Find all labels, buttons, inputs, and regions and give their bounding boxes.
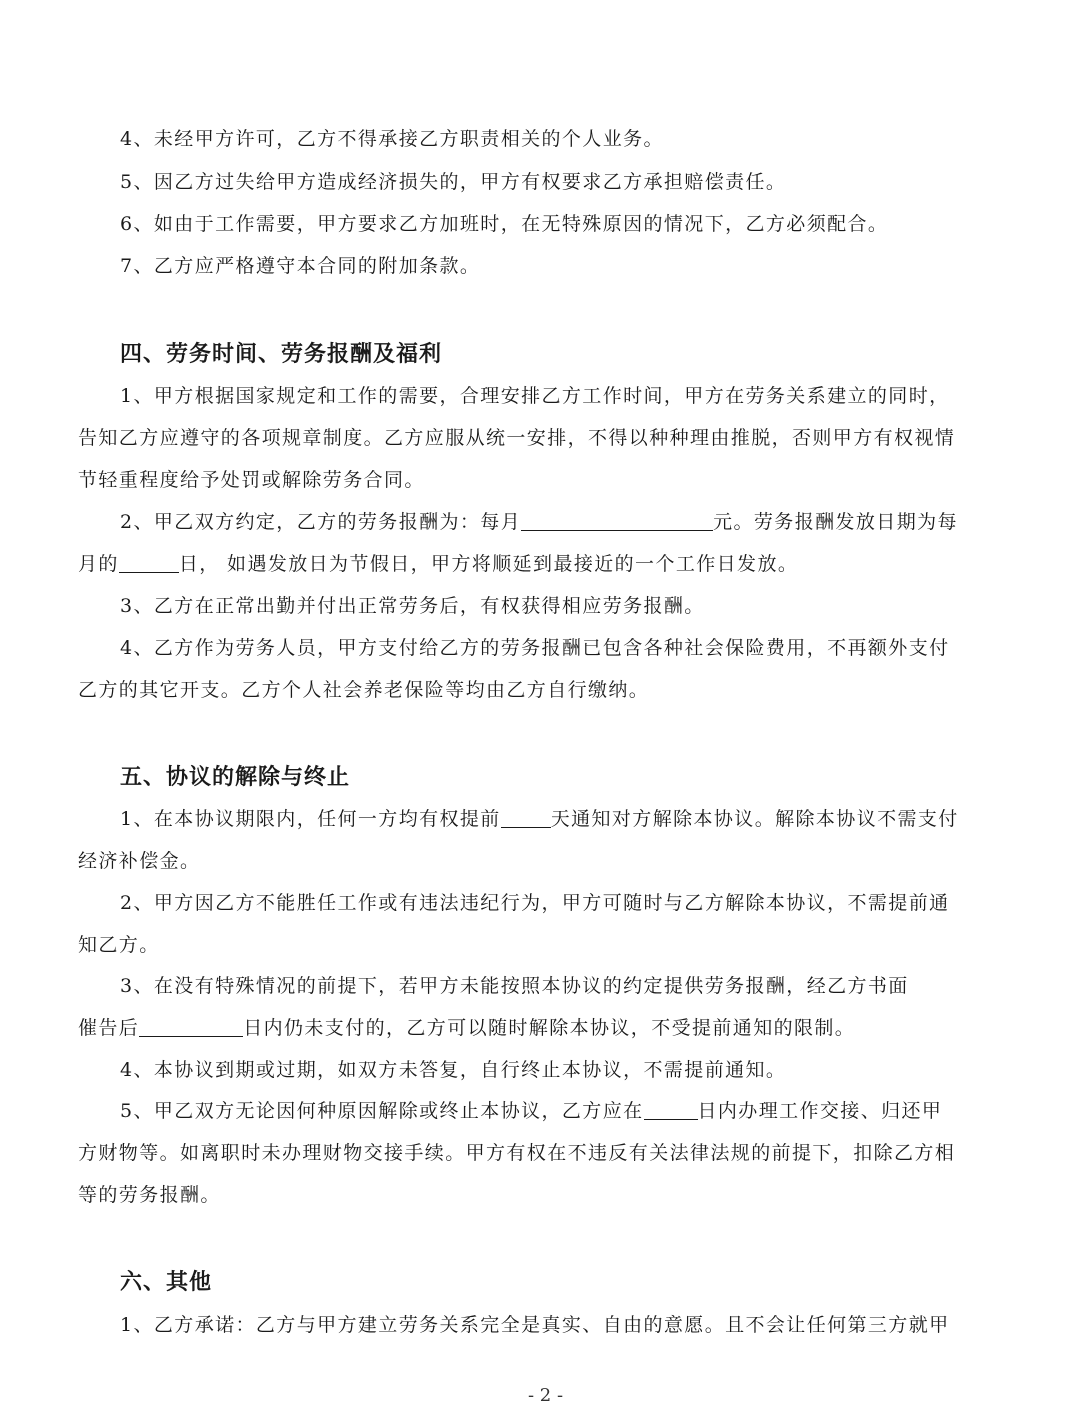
clause-5-5-line3: 等的劳务报酬。: [78, 1184, 221, 1206]
clause-5-5-line2: 方财物等。如离职时未办理财物交接手续。甲方有权在不违反有关法律法规的前提下，扣除乙方相: [78, 1142, 956, 1164]
clause-5-5-line1: 5、甲乙双方无论因何种原因解除或终止本协议，乙方应在 日内办理工作交接、归还甲: [120, 1100, 943, 1122]
clause-5-4: 4、本协议到期或过期，如双方未答复，自行终止本协议，不需提前通知。: [120, 1059, 787, 1081]
clause-6-1-line1: 1、乙方承诺：乙方与甲方建立劳务关系完全是真实、自由的意愿。且不会让任何第三方就甲: [120, 1314, 950, 1336]
clause-3-7: 7、乙方应严格遵守本合同的附加条款。: [120, 255, 481, 277]
clause-3-6: 6、如由于工作需要，甲方要求乙方加班时，在无特殊原因的情况下，乙方必须配合。: [120, 213, 889, 235]
salary-blank[interactable]: [521, 510, 713, 531]
clause-4-1-line3: 节轻重程度给予处罚或解除劳务合同。: [78, 469, 425, 491]
payment-deadline-blank[interactable]: [139, 1016, 243, 1037]
clause-5-2-line1: 2、甲方因乙方不能胜任工作或有违法违纪行为，甲方可随时与乙方解除本协议，不需提前通: [120, 892, 950, 914]
pay-day-blank[interactable]: [119, 552, 179, 573]
clause-4-2-line2: 月的 日， 如遇发放日为节假日，甲方将顺延到最接近的一个工作日发放。: [78, 553, 799, 575]
handover-days-blank[interactable]: [644, 1099, 698, 1120]
page-number: - 2 -: [528, 1385, 564, 1406]
section-5-heading: 五、协议的解除与终止: [120, 765, 351, 790]
clause-5-1-line2: 经济补偿金。: [78, 850, 201, 872]
notice-days-blank[interactable]: [501, 807, 551, 828]
clause-5-2-line2: 知乙方。: [78, 934, 160, 956]
clause-5-3-line1: 3、在没有特殊情况的前提下，若甲方未能按照本协议的约定提供劳务报酬，经乙方书面: [120, 975, 909, 997]
clause-4-2-line1: 2、甲乙双方约定，乙方的劳务报酬为：每月 元。劳务报酬发放日期为每: [120, 511, 958, 533]
clause-4-1-line1: 1、甲方根据国家规定和工作的需要，合理安排乙方工作时间，甲方在劳务关系建立的同时，: [120, 385, 950, 407]
clause-4-3: 3、乙方在正常出勤并付出正常劳务后，有权获得相应劳务报酬。: [120, 595, 705, 617]
section-4-heading: 四、劳务时间、劳务报酬及福利: [120, 342, 443, 367]
clause-3-4: 4、未经甲方许可，乙方不得承接乙方职责相关的个人业务。: [120, 128, 664, 150]
clause-3-5: 5、因乙方过失给甲方造成经济损失的，甲方有权要求乙方承担赔偿责任。: [120, 171, 787, 193]
clause-4-1-line2: 告知乙方应遵守的各项规章制度。乙方应服从统一安排，不得以种种理由推脱，否则甲方有权视情: [78, 427, 956, 449]
clause-4-4-line2: 乙方的其它开支。乙方个人社会养老保险等均由乙方自行缴纳。: [78, 679, 650, 701]
clause-4-4-line1: 4、乙方作为劳务人员，甲方支付给乙方的劳务报酬已包含各种社会保险费用，不再额外支付: [120, 637, 950, 659]
clause-5-1-line1: 1、在本协议期限内，任何一方均有权提前 天通知对方解除本协议。解除本协议不需支付: [120, 808, 959, 830]
section-6-heading: 六、其他: [120, 1270, 213, 1295]
clause-5-3-line2: 催告后 日内仍未支付的，乙方可以随时解除本协议，不受提前通知的限制。: [78, 1017, 856, 1039]
